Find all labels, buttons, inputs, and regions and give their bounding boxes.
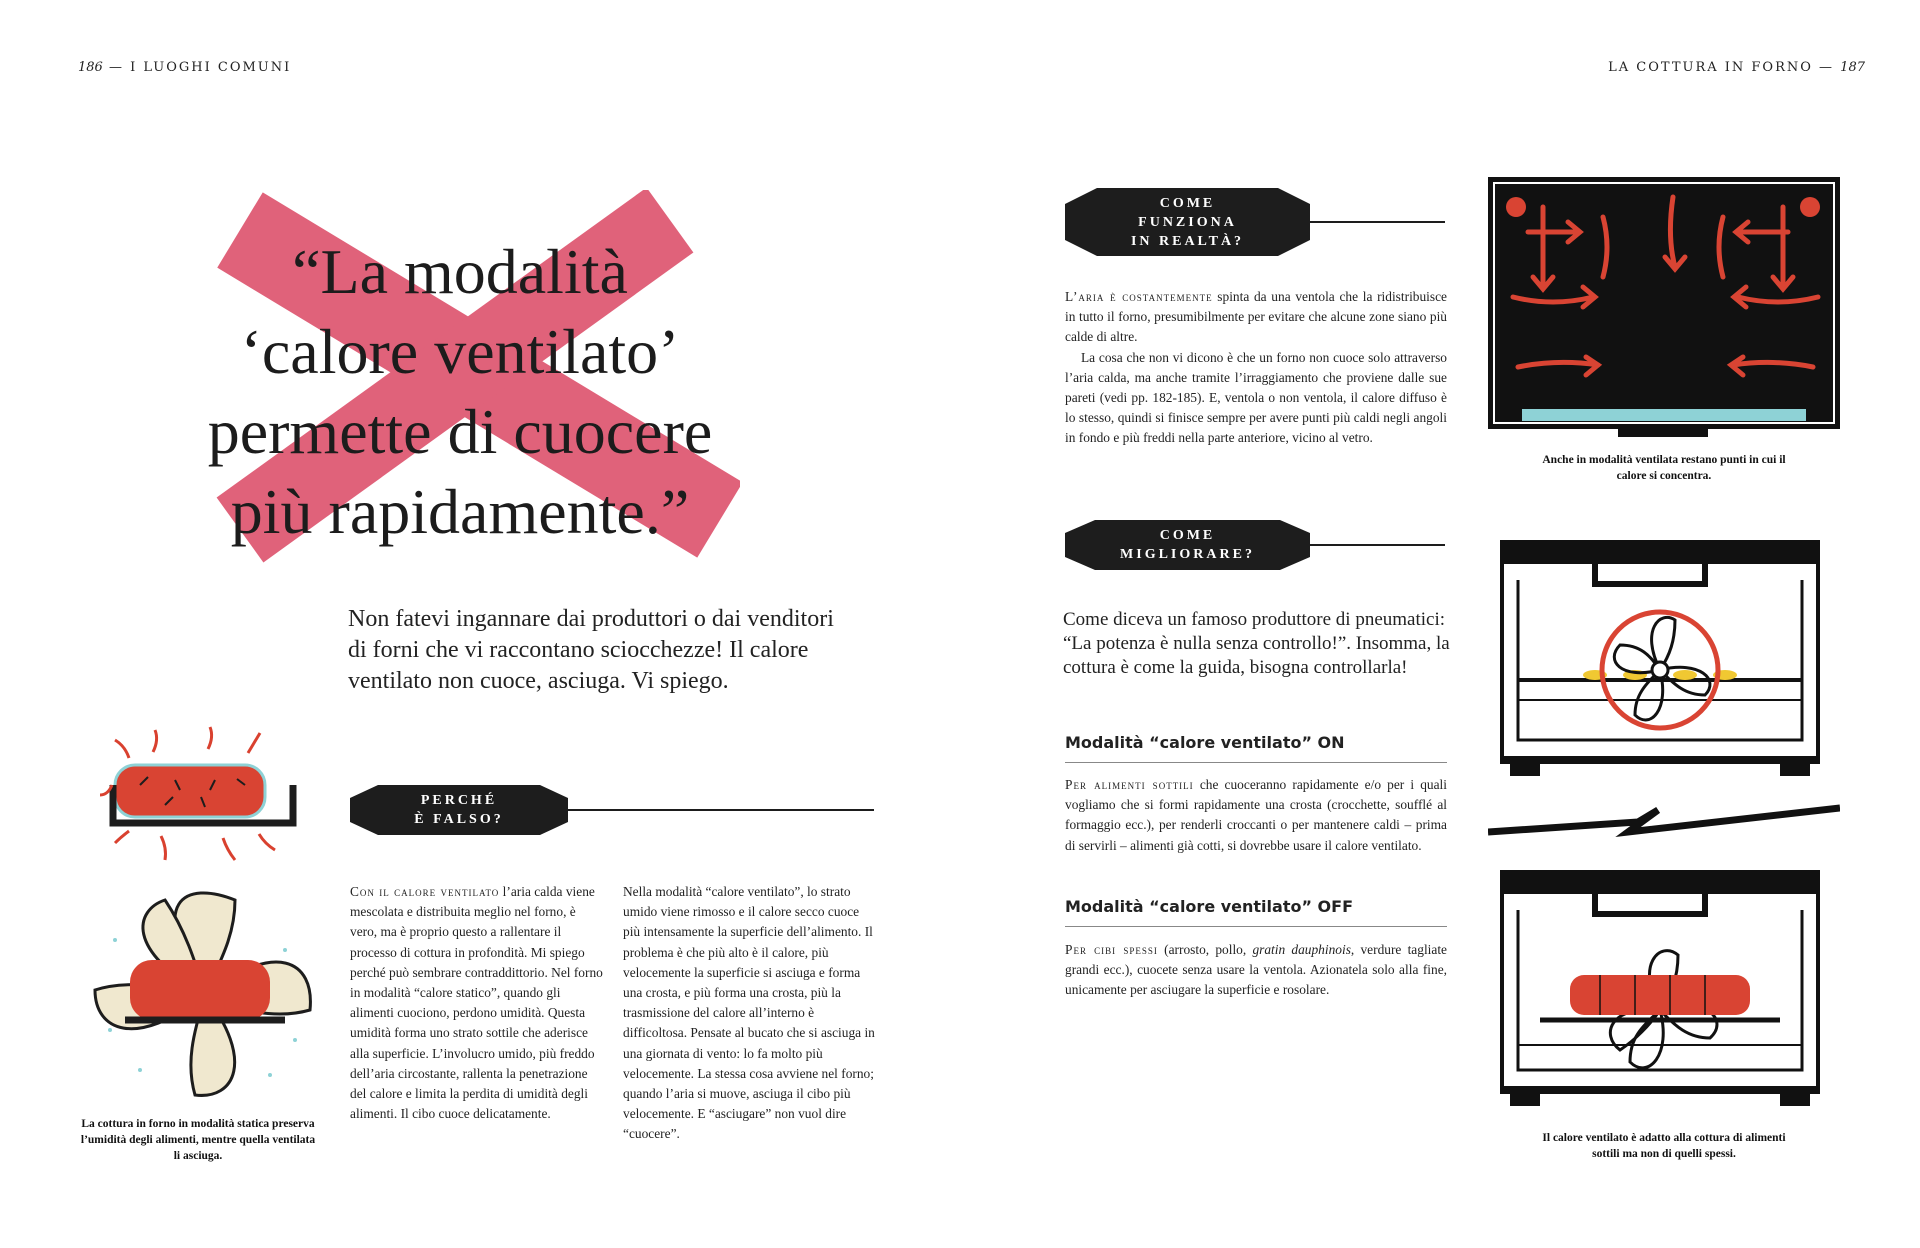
funziona-p1-text: spinta da una ventola che la ridistribuisce in tutto il forno, presumibilmente per evitare che alcune zone siano più calde di altre. <box>1065 289 1447 345</box>
mode-off-text <box>1065 940 1447 1001</box>
funziona-p1-lead: L’aria è costantemente <box>1065 289 1213 304</box>
oven-caption: Anche in modalità ventilata restano punti in cui il calore si concentra. <box>1542 454 1786 482</box>
perche-col1-lead: Con il calore ventilato <box>350 884 500 899</box>
lead-paragraph: Non fatevi ingannare dai produttori o dai venditori di forni che vi raccontano sciocchezze! Il calore ventilato non cuoce, asciuga. Vi spiego. <box>348 606 834 694</box>
fan-off-oven-illustration <box>1500 870 1820 1110</box>
right-page-number: 187 <box>1840 60 1865 75</box>
right-caption: Il calore ventilato è adatto alla cottura di alimenti sottili ma non di quelli spessi. <box>1542 1132 1786 1160</box>
mode-on-rule <box>1065 762 1447 763</box>
migliorare-badge-text <box>1065 520 1310 570</box>
funziona-paragraph-2: La cosa che non vi dicono è che un forno non cuoce solo attraverso l’aria calda, ma anche tramite l’irraggiamento che proviene dalle sue pareti (vedi pp. 182-185). E, ventola o non ventola, il calore diffuso è lo stesso, quindi si finisce sempre per avere punti più caldi negli angoli in fondo e più freddi nella parte anteriore, vicino al vetro. <box>1065 349 1447 446</box>
mode-on-text <box>1065 775 1447 856</box>
funziona-heading <box>1065 188 1445 256</box>
migliorare-heading <box>1065 520 1445 570</box>
migliorare-lead: Come diceva un famoso produttore di pneumatici: “La potenza è nulla senza controllo!”. Insomma, la cottura è come la guida, bisogna controllarla! <box>1063 609 1450 678</box>
quote-line-1: “La modalità <box>292 236 628 307</box>
funziona-paragraph-1 <box>1065 287 1447 348</box>
mode-off-lead: Per cibi spessi <box>1065 942 1158 957</box>
quote-line-4: più rapidamente.” <box>230 476 690 547</box>
mode-off-italic: gratin dauphinois <box>1252 942 1351 957</box>
left-section-title: I LUOGHI COMUNI <box>130 60 292 75</box>
myth-quote <box>150 232 770 552</box>
left-page-number: 186 <box>78 60 103 75</box>
perche-badge-text <box>350 785 568 835</box>
migliorare-badge-line-2: MIGLIORARE? <box>1120 547 1255 562</box>
perche-col1-text: l’aria calda viene mescolata e distribuita meglio nel forno, è vero, ma è proprio questo a rallentare il processo di cottura in profondità. Mi spiego perché può sembrare contraddittorio. Nel forno in modalità “calore statico”, quando gli alimenti cuociono, perdono umidità. Questa umidità forma uno strato sottile che aderisce alla superficie. L’involucro umido, più freddo dell’aria circostante, rallenta la penetrazione del calore e limita la perdita di umidità degli alimenti. Il cibo cuoce delicatamente. <box>350 884 603 1122</box>
migliorare-badge-line-1: COME <box>1159 528 1216 543</box>
quote-line-2: ‘calore ventilato’ <box>240 316 680 387</box>
left-caption: La cottura in forno in modalità statica preserva l’umidità degli alimenti, mentre quella ventilata li asciuga. <box>80 1118 316 1162</box>
migliorare-rule <box>1310 544 1445 546</box>
perche-rule <box>568 809 874 811</box>
mode-on-title: Modalità “calore ventilato” ON <box>1065 733 1345 752</box>
mode-off-body-b: , verdure tagliate grandi ecc.), cuocete senza usare la ventola. Azionatela solo alla fine, unicamente per asciugare la superficie e rosolare. <box>1065 942 1447 998</box>
funziona-badge-line-1: COME <box>1159 195 1216 211</box>
fan-oven-illustration <box>85 880 325 1110</box>
perche-heading <box>350 785 875 835</box>
perche-badge-line-2: È FALSO? <box>414 812 504 827</box>
funziona-badge-text <box>1065 188 1310 256</box>
quote-line-3: permette di cuocere <box>207 396 713 467</box>
funziona-badge-line-3: IN REALTÀ? <box>1130 233 1245 249</box>
perche-column-1 <box>350 882 605 1124</box>
funziona-text <box>1065 287 1447 449</box>
perche-badge-line-1: PERCHÉ <box>420 793 498 808</box>
funziona-badge-line-2: FUNZIONA <box>1138 214 1237 230</box>
divider-zigzag <box>1488 800 1840 840</box>
hot-spots-oven-illustration <box>1488 177 1840 439</box>
static-oven-illustration <box>95 725 305 865</box>
mode-on-body: che cuoceranno rapidamente e/o per i quali vogliamo che si formi rapidamente una crosta (crocchette, soufflé al formaggio ecc.), per renderli croccanti o per mantenere caldi – prima di servirli – alimenti già cotti, si dovrebbe usare il calore ventilato. <box>1065 777 1447 853</box>
fan-on-oven-illustration <box>1500 540 1820 780</box>
mode-on-lead: Per alimenti sottili <box>1065 777 1194 792</box>
perche-column-2: Nella modalità “calore ventilato”, lo strato umido viene rimosso e il calore secco cuoce più intensamente la superficie dell’alimento. Il problema è che più alto è il calore, più velocemente la superficie si asciuga e forma una crosta, e più forma una crosta, più la trasmissione del calore all’interno è difficoltosa. Pensate al bucato che si asciuga in una giornata di vento: lo fa molto più velocemente. La stessa cosa avviene nel forno; quando l’aria si muove, asciuga il cibo più velocemente. E “asciugare” non vuol dire “cuocere”. <box>623 884 875 1142</box>
right-section-title: LA COTTURA IN FORNO <box>1608 60 1813 75</box>
mode-off-body-a: (arrosto, pollo, <box>1164 942 1247 957</box>
mode-off-rule <box>1065 926 1447 927</box>
funziona-rule <box>1310 221 1445 223</box>
left-running-head: 186 — I LUOGHI COMUNI <box>78 60 292 75</box>
right-running-head: LA COTTURA IN FORNO — 187 <box>1608 60 1865 75</box>
mode-off-title: Modalità “calore ventilato” OFF <box>1065 897 1354 916</box>
